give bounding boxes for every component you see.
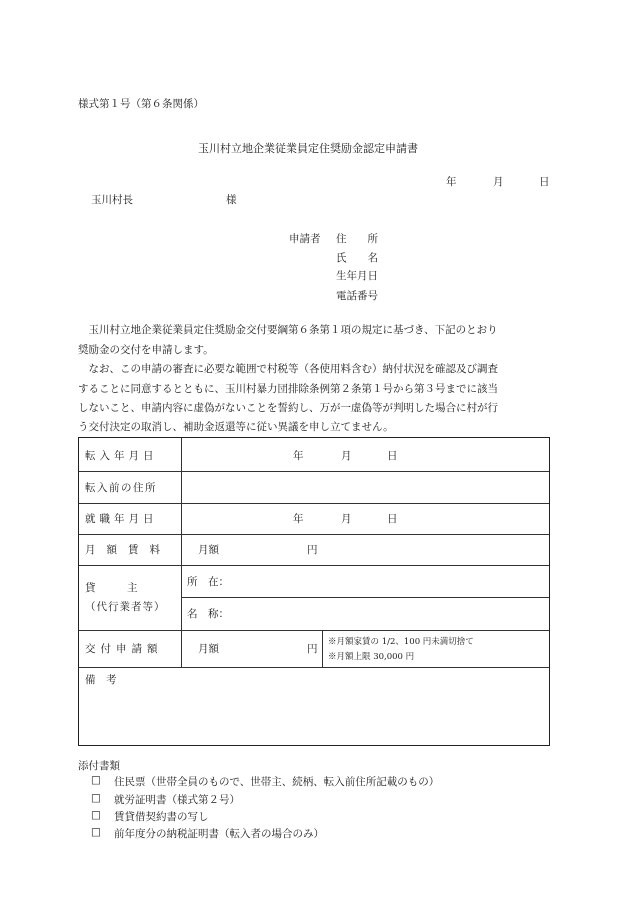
document-title: 玉川村立地企業従業員定住奨励金認定申請書 bbox=[198, 142, 418, 155]
attachment-item-tax-certificate: 前年度分の納税証明書（転入者の場合のみ） bbox=[114, 828, 324, 840]
moving-date-label: 転入年月日 bbox=[85, 450, 158, 462]
landlord-location-label: 所 在： bbox=[187, 576, 229, 588]
grant-amount-note-1: ※月額家賃の 1/2、100 円未満切捨て bbox=[328, 637, 474, 647]
attachment-item-resident-record: 住民票（世帯全員のもので、世帯主、続柄、転入前住所記載のもの） bbox=[114, 776, 440, 788]
monthly-rent-prefix: 月額 bbox=[198, 544, 219, 556]
landlord-label-line1: 貸 主 bbox=[85, 582, 138, 594]
attachment-checkbox[interactable]: □ bbox=[91, 809, 101, 821]
remarks-label: 備 考 bbox=[85, 674, 117, 686]
body-line-4: することに同意するとともに、玉川村暴力団排除条例第２条第１号から第３号までに該当 bbox=[78, 383, 498, 395]
moving-date-month[interactable]: 月 bbox=[341, 450, 352, 462]
previous-address-label: 転入前の住所 bbox=[85, 482, 157, 494]
applicant-address-label: 住 所 bbox=[336, 233, 378, 245]
employment-date-year[interactable]: 年 bbox=[293, 513, 304, 525]
body-line-5: しないこと、申請内容に虚偽がないことを誓約し、万が一虚偽等が判明した場合に村が行 bbox=[78, 402, 498, 414]
application-table bbox=[78, 437, 550, 746]
grant-amount-note-2: ※月額上限 30,000 円 bbox=[328, 652, 415, 662]
body-line-1: 玉川村立地企業従業員定住奨励金交付要綱第６条第１項の規定に基づき、下記のとおり bbox=[78, 324, 498, 336]
recipient-honorific: 様 bbox=[226, 194, 237, 206]
attachments-heading: 添付書類 bbox=[78, 760, 120, 772]
applicant-label: 申請者 bbox=[289, 233, 321, 245]
attachment-item-employment-certificate: 就労証明書（様式第２号） bbox=[114, 794, 240, 806]
applicant-birthdate-label: 生年月日 bbox=[336, 270, 378, 282]
grant-amount-unit: 円 bbox=[307, 643, 318, 655]
date-day-label: 日 bbox=[539, 176, 550, 188]
landlord-name-label: 名 称： bbox=[187, 608, 229, 620]
monthly-rent-label: 月額賃料 bbox=[85, 544, 171, 556]
body-line-6: う交付決定の取消し、補助金返還等に従い異議を申し立てません。 bbox=[78, 421, 394, 433]
employment-date-day[interactable]: 日 bbox=[387, 513, 398, 525]
employment-date-month[interactable]: 月 bbox=[341, 513, 352, 525]
moving-date-year[interactable]: 年 bbox=[293, 450, 304, 462]
previous-address-field[interactable] bbox=[187, 474, 545, 500]
remarks-field[interactable] bbox=[85, 690, 543, 740]
attachment-item-lease-contract: 賃貸借契約書の写し bbox=[114, 811, 209, 823]
applicant-name-label: 氏 名 bbox=[336, 252, 378, 264]
monthly-rent-unit: 円 bbox=[307, 544, 318, 556]
landlord-label-line2: （代行業者等） bbox=[85, 601, 166, 613]
grant-amount-prefix: 月額 bbox=[198, 643, 219, 655]
recipient-name: 玉川村長 bbox=[91, 194, 133, 206]
body-line-3: なお、この申請の審査に必要な範囲で村税等（各使用料含む）納付状況を確認及び調査 bbox=[78, 363, 498, 375]
date-month-label: 月 bbox=[493, 176, 504, 188]
body-line-2: 奨励金の交付を申請します。 bbox=[78, 344, 214, 356]
date-year-label: 年 bbox=[446, 176, 457, 188]
applicant-phone-label: 電話番号 bbox=[336, 290, 378, 302]
attachment-checkbox[interactable]: □ bbox=[91, 774, 101, 786]
attachment-checkbox[interactable]: □ bbox=[91, 792, 101, 804]
employment-date-label: 就職年月日 bbox=[85, 513, 158, 525]
form-number: 様式第１号（第６条関係） bbox=[78, 98, 204, 110]
attachment-checkbox[interactable]: □ bbox=[91, 826, 101, 838]
moving-date-day[interactable]: 日 bbox=[387, 450, 398, 462]
grant-amount-label: 交付申請額 bbox=[85, 643, 163, 655]
